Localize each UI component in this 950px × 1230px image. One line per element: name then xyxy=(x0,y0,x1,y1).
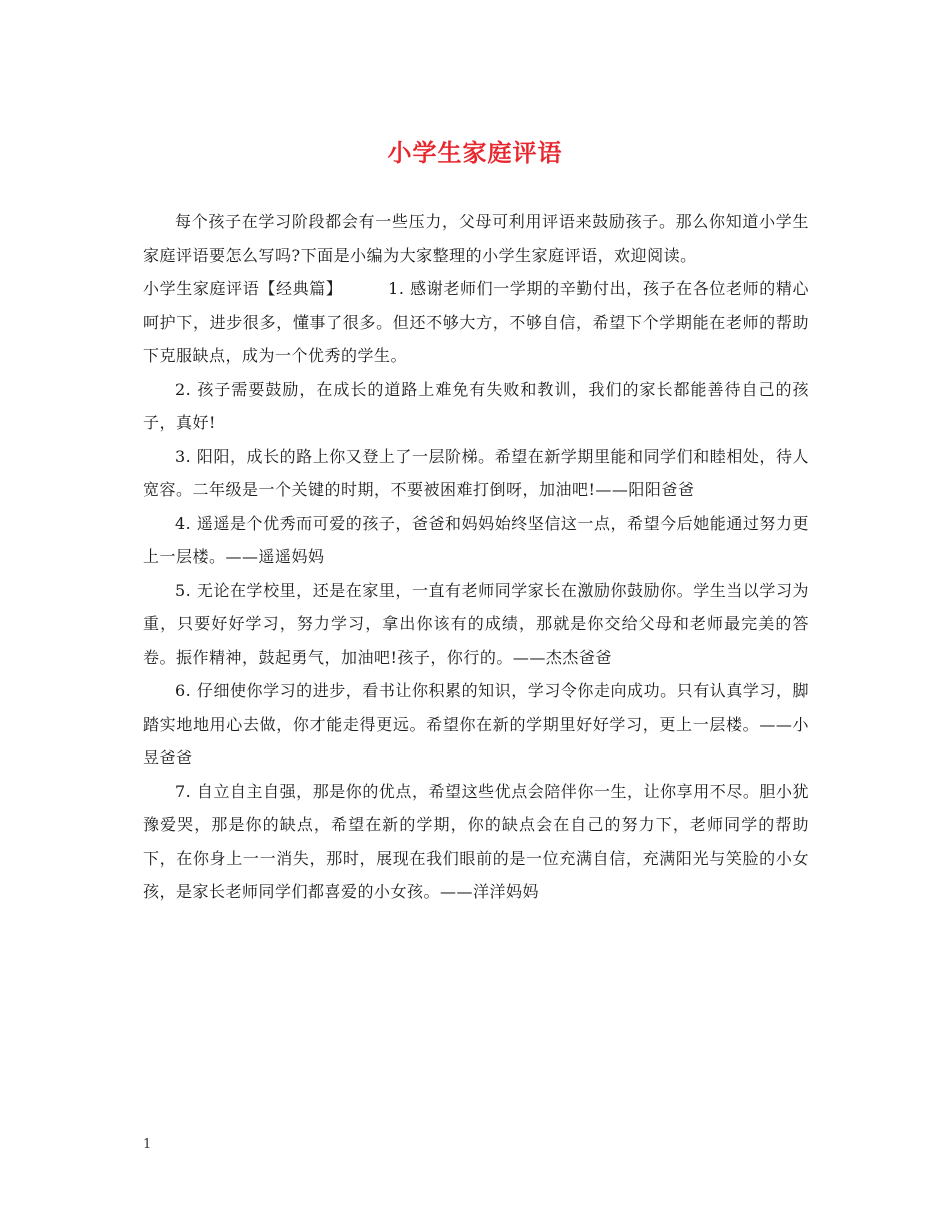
comment-item-1: 1. 感谢老师们一学期的辛勤付出，孩子在各位老师的精心呵护下，进步很多，懂事了很多。但还不够大方，不够自信，希望下个学期能在老师的帮助下克服缺点，成为一个优秀的学生。 xyxy=(143,279,809,365)
comment-item-6: 6. 仔细使你学习的进步，看书让你积累的知识，学习令你走向成功。只有认真学习，脚踏实地地用心去做，你才能走得更远。希望你在新的学期里好好学习，更上一层楼。——小昱爸爸 xyxy=(143,681,809,767)
intro-paragraph: 每个孩子在学习阶段都会有一些压力，父母可利用评语来鼓励孩子。那么你知道小学生家庭评语要怎么写吗?下面是小编为大家整理的小学生家庭评语，欢迎阅读。 xyxy=(143,212,809,265)
comment-item-2: 2. 孩子需要鼓励，在成长的道路上难免有失败和教训，我们的家长都能善待自己的孩子，真好! xyxy=(143,379,809,432)
document-title: 小学生家庭评语 xyxy=(387,138,563,167)
comment-item-4: 4. 遥遥是个优秀而可爱的孩子，爸爸和妈妈始终坚信这一点，希望今后她能通过努力更上一层楼。——遥遥妈妈 xyxy=(143,513,809,566)
document-body xyxy=(143,205,809,909)
comment-item-7: 7. 自立自主自强，那是你的优点，希望这些优点会陪伴你一生，让你享用不尽。胆小犹豫爱哭，那是你的缺点，希望在新的学期，你的缺点会在自己的努力下，老师同学的帮助下，在你身上一一消失，那时，展现在我们眼前的是一位充满自信，充满阳光与笑脸的小女孩，是家长老师同学们都喜爱的小女孩。——洋洋妈妈 xyxy=(143,781,809,901)
comment-item-3: 3. 阳阳，成长的路上你又登上了一层阶梯。希望在新学期里能和同学们和睦相处，待人宽容。二年级是一个关键的时期，不要被困难打倒呀，加油吧!——阳阳爸爸 xyxy=(143,446,809,499)
section-heading: 小学生家庭评语【经典篇】 xyxy=(143,279,343,298)
section-paragraph xyxy=(143,272,809,373)
comment-item-5: 5. 无论在学校里，还是在家里，一直有老师同学家长在激励你鼓励你。学生当以学习为重，只要好好学习，努力学习，拿出你该有的成绩，那就是你交给父母和老师最完美的答卷。振作精神，鼓起勇气，加油吧!孩子，你行的。——杰杰爸爸 xyxy=(143,580,809,667)
page-number: 1 xyxy=(143,1137,152,1152)
